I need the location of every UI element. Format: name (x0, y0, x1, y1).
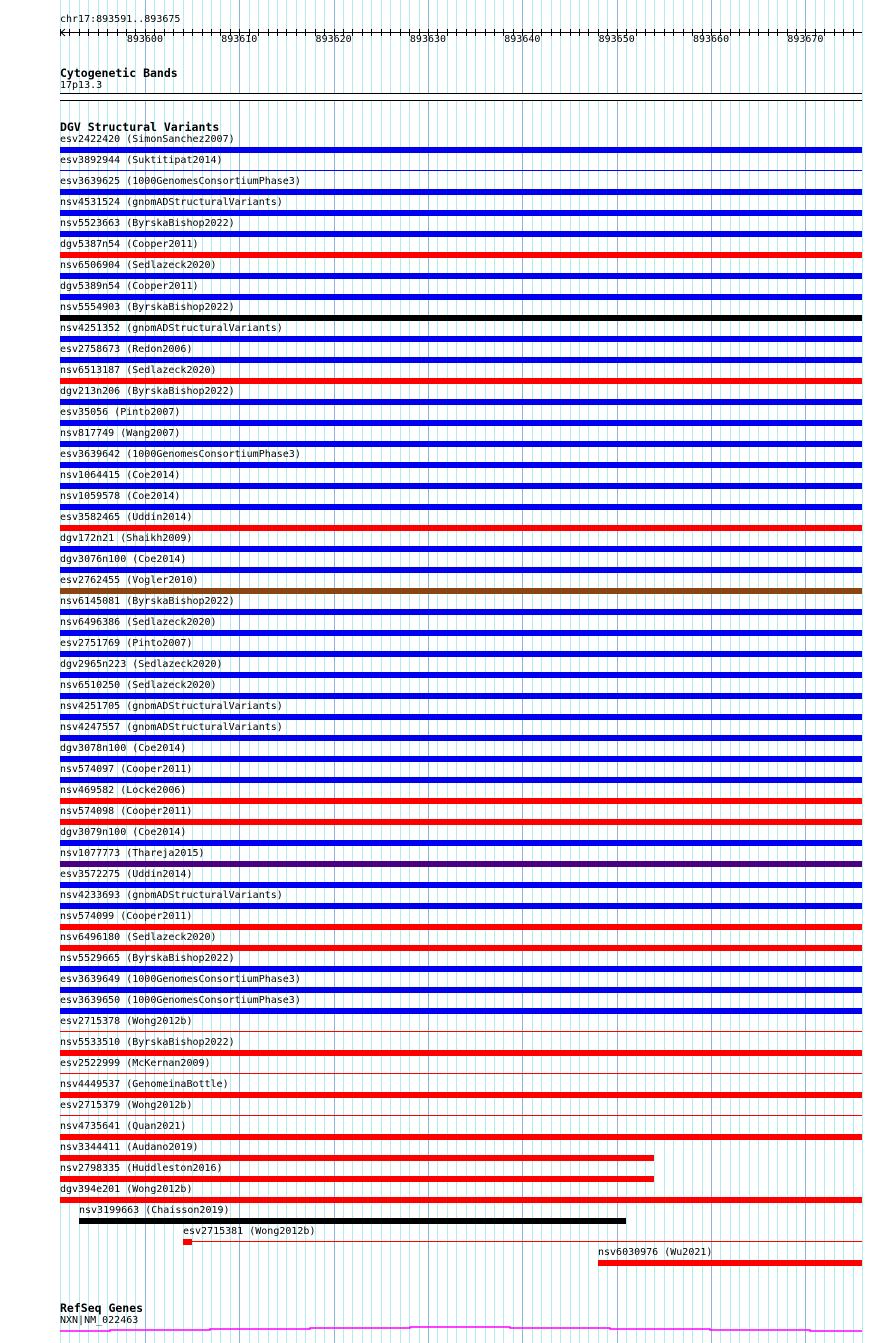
variant-id: nsv6496180 (60, 932, 121, 943)
variant-source: (ByrskaBishop2022) (120, 596, 235, 607)
variant-id: dgv3079n100 (60, 827, 127, 838)
variant-bar-nsv4531524[interactable] (60, 210, 862, 216)
variant-bar-nsv4247557[interactable] (60, 735, 862, 741)
variant-label (60, 575, 199, 587)
variant-bar-nsv817749[interactable] (60, 441, 862, 447)
variant-label (60, 491, 180, 503)
variant-bar-dgv172n21[interactable] (60, 546, 862, 552)
variant-source: (McKernan2009) (120, 1058, 211, 1069)
variant-id: dgv5389n54 (60, 281, 121, 292)
variant-id: esv3639642 (60, 449, 121, 460)
variant-bar-esv3639650[interactable] (60, 1008, 862, 1014)
variant-id: esv3639625 (60, 176, 121, 187)
variant-bar-dgv3079n100[interactable] (60, 840, 862, 846)
variant-source: (gnomADStructuralVariants) (120, 323, 283, 334)
variant-id: dgv2965n223 (60, 659, 127, 670)
variant-bar-nsv6506904[interactable] (60, 273, 862, 279)
variant-id: nsv4449537 (60, 1079, 121, 1090)
variant-bar-nsv5523663[interactable] (60, 231, 862, 237)
variant-source: (ByrskaBishop2022) (120, 218, 235, 229)
variant-source: (Wong2012b) (120, 1100, 193, 1111)
variant-label (60, 1079, 229, 1091)
variant-source: (Uddin2014) (120, 512, 193, 523)
variant-source: (Coe2014) (126, 743, 187, 754)
variant-id: nsv6145081 (60, 596, 121, 607)
variant-bar-nsv6496180[interactable] (60, 945, 862, 951)
variant-label (60, 365, 217, 377)
variant-label (60, 722, 283, 734)
variant-label (60, 827, 186, 839)
variant-bar-esv3639649[interactable] (60, 987, 862, 993)
variant-bar-nsv2798335[interactable] (60, 1176, 654, 1182)
variant-label (60, 869, 192, 881)
variant-source: (Huddleston2016) (120, 1163, 223, 1174)
variant-label (60, 680, 217, 692)
variant-label (60, 533, 192, 545)
variant-label (60, 1016, 192, 1028)
variant-bar-esv3639625[interactable] (60, 189, 862, 195)
variant-label (60, 1184, 192, 1196)
variant-label (60, 134, 235, 146)
refseq-gene-label: NXN|NM_022463 (60, 1315, 139, 1326)
variant-bar-nsv1077773[interactable] (60, 861, 862, 867)
variant-id: nsv3199663 (79, 1205, 140, 1216)
variant-id: esv2715378 (60, 1016, 121, 1027)
variant-source: (Quan2021) (120, 1121, 187, 1132)
variant-id: dgv172n21 (60, 533, 115, 544)
variant-source: (Cooper2011) (114, 806, 193, 817)
variant-source: (Audano2019) (120, 1142, 199, 1153)
variant-id: nsv4735641 (60, 1121, 121, 1132)
variant-source: (Wu2021) (658, 1247, 713, 1258)
variant-source: (Suktitipat2014) (120, 155, 223, 166)
variant-source: (Wang2007) (114, 428, 181, 439)
variant-id: dgv3076n100 (60, 554, 127, 565)
variant-label (60, 218, 235, 230)
variant-id: nsv5533510 (60, 1037, 121, 1048)
variant-bar-esv2422420[interactable] (60, 147, 862, 153)
variant-id: nsv4251352 (60, 323, 121, 334)
variant-label (598, 1247, 712, 1259)
variant-label (60, 155, 223, 167)
variant-id: nsv6496386 (60, 617, 121, 628)
variant-bar-esv2715379[interactable] (60, 1115, 862, 1116)
variant-id: nsv4531524 (60, 197, 121, 208)
ruler-tick-label: 893630 (409, 34, 447, 45)
cytoband-track-title: Cytogenetic Bands (60, 66, 178, 80)
variant-label (60, 764, 192, 776)
variant-source: (ByrskaBishop2022) (120, 386, 235, 397)
variant-label (60, 239, 199, 251)
variant-bar-nsv1059578[interactable] (60, 504, 862, 510)
cytoband-label: 17p13.3 (60, 80, 103, 91)
variant-label (60, 176, 301, 188)
variant-source: (Pinto2007) (108, 407, 181, 418)
variant-bar-esv2758673[interactable] (60, 357, 862, 363)
variant-source: (Wong2012b) (120, 1184, 193, 1195)
variant-label (60, 743, 186, 755)
variant-source: (Thareja2015) (120, 848, 205, 859)
variant-label (60, 1058, 211, 1070)
variant-id: esv2715379 (60, 1100, 121, 1111)
variant-source: (1000GenomesConsortiumPhase3) (120, 995, 301, 1006)
variant-label (60, 701, 283, 713)
variant-label (60, 659, 223, 671)
variant-source: (Pinto2007) (120, 638, 193, 649)
variant-label (60, 260, 217, 272)
variant-source: (Sedlazeck2020) (120, 932, 217, 943)
variant-source: (ByrskaBishop2022) (120, 953, 235, 964)
variant-id: nsv817749 (60, 428, 115, 439)
ruler-tick-label: 893650 (598, 34, 635, 45)
variant-source: (1000GenomesConsortiumPhase3) (120, 449, 301, 460)
variant-id: esv3639649 (60, 974, 121, 985)
variant-source: (GenomeinaBottle) (120, 1079, 229, 1090)
variant-label (60, 617, 217, 629)
variant-source: (Shaikh2009) (114, 533, 193, 544)
variant-source: (Coe2014) (126, 554, 187, 565)
variant-source: (Coe2014) (126, 827, 187, 838)
variant-label (60, 554, 186, 566)
variant-label (60, 1142, 199, 1154)
variant-bar-nsv5529665[interactable] (60, 966, 862, 972)
variant-bar-esv2715378[interactable] (60, 1031, 862, 1032)
variant-source: (ByrskaBishop2022) (120, 302, 235, 313)
variant-label (60, 953, 235, 965)
variant-label (60, 974, 301, 986)
ruler-tick-label: 893620 (315, 34, 352, 45)
variant-label (60, 470, 180, 482)
variant-id: dgv3078n100 (60, 743, 127, 754)
variant-bar-dgv5387n54[interactable] (60, 252, 862, 258)
variant-bar-esv3639642[interactable] (60, 462, 862, 468)
variant-label (60, 1163, 223, 1175)
variant-id: nsv6513187 (60, 365, 121, 376)
variant-id: esv3892944 (60, 155, 121, 166)
location-label: chr17:893591..893675 (60, 14, 181, 25)
variant-bar-dgv213n206[interactable] (60, 399, 862, 405)
dgv-track-title: DGV Structural Variants (60, 120, 220, 134)
variant-label (60, 323, 283, 335)
variant-source: (Sedlazeck2020) (126, 659, 223, 670)
variant-id: nsv4251705 (60, 701, 121, 712)
variant-source: (ByrskaBishop2022) (120, 1037, 235, 1048)
refseq-gene-NXN[interactable] (0, 1320, 890, 1340)
variant-bar-esv2522999[interactable] (60, 1073, 862, 1074)
variant-label (60, 386, 235, 398)
variant-id: esv2762455 (60, 575, 121, 586)
variant-id: nsv1059578 (60, 491, 121, 502)
variant-line-esv2715381[interactable] (192, 1241, 862, 1242)
variant-source: (Sedlazeck2020) (120, 365, 217, 376)
variant-bar-nsv4251705[interactable] (60, 714, 862, 720)
variant-bar-esv2762455[interactable] (60, 588, 862, 594)
variant-bar-nsv5554903[interactable] (60, 315, 862, 321)
variant-bar-nsv4251352[interactable] (60, 336, 862, 342)
variant-bar-esv3892944[interactable] (60, 170, 862, 171)
variant-source: (Vogler2010) (120, 575, 199, 586)
variant-label (60, 848, 205, 860)
variant-bar-nsv5533510[interactable] (60, 1050, 862, 1056)
variant-id: nsv1064415 (60, 470, 121, 481)
variant-source: (1000GenomesConsortiumPhase3) (120, 176, 301, 187)
variant-id: esv2751769 (60, 638, 121, 649)
variant-id: esv2522999 (60, 1058, 121, 1069)
variant-source: (Cooper2011) (120, 281, 199, 292)
ruler-tick-label: 893610 (221, 34, 258, 45)
variant-id: dgv213n206 (60, 386, 121, 397)
variant-label (60, 512, 192, 524)
variant-source: (Wong2012b) (243, 1226, 316, 1237)
variant-label (60, 596, 235, 608)
variant-id: esv3639650 (60, 995, 121, 1006)
variant-id: nsv4233693 (60, 890, 121, 901)
variant-label (60, 1037, 235, 1049)
variant-bar-nsv1064415[interactable] (60, 483, 862, 489)
variant-source: (gnomADStructuralVariants) (120, 197, 283, 208)
variant-id: nsv4247557 (60, 722, 121, 733)
variant-label (60, 995, 301, 1007)
variant-label (79, 1205, 230, 1217)
variant-label (60, 638, 192, 650)
variant-bar-nsv4449537[interactable] (60, 1092, 862, 1098)
variant-bar-nsv574098[interactable] (60, 819, 862, 825)
variant-id: esv3582465 (60, 512, 121, 523)
variant-source: (Cooper2011) (114, 911, 193, 922)
variant-id: nsv6030976 (598, 1247, 659, 1258)
variant-source: (Uddin2014) (120, 869, 193, 880)
variant-bar-nsv3199663[interactable] (79, 1218, 626, 1224)
variant-id: esv35056 (60, 407, 109, 418)
variant-bar-esv3582465[interactable] (60, 525, 862, 531)
variant-label (183, 1226, 315, 1238)
variant-source: (Chaisson2019) (139, 1205, 230, 1216)
ruler-tick-label: 893660 (692, 34, 730, 45)
variant-label (60, 890, 283, 902)
variant-id: nsv3344411 (60, 1142, 121, 1153)
variant-source: (Coe2014) (120, 470, 181, 481)
variant-id: nsv469582 (60, 785, 115, 796)
variant-source: (gnomADStructuralVariants) (120, 890, 283, 901)
variant-bar-nsv6030976[interactable] (598, 1260, 862, 1266)
variant-source: (Cooper2011) (114, 764, 193, 775)
variant-source: (gnomADStructuralVariants) (120, 722, 283, 733)
variant-bar-esv2751769[interactable] (60, 651, 862, 657)
ruler-tick-label: 893670 (787, 34, 824, 45)
variant-id: nsv574098 (60, 806, 115, 817)
variant-bar-nsv4233693[interactable] (60, 903, 862, 909)
variant-source: (1000GenomesConsortiumPhase3) (120, 974, 301, 985)
variant-id: nsv2798335 (60, 1163, 121, 1174)
variant-bar-dgv3078n100[interactable] (60, 756, 862, 762)
variant-bar-dgv3076n100[interactable] (60, 567, 862, 573)
variant-source: (Locke2006) (114, 785, 187, 796)
variant-id: nsv6506904 (60, 260, 121, 271)
refseq-track-title: RefSeq Genes (60, 1301, 144, 1315)
variant-bar-dgv394e201[interactable] (60, 1197, 862, 1203)
variant-label (60, 407, 180, 419)
variant-id: esv2422420 (60, 134, 121, 145)
variant-bar-nsv6510250[interactable] (60, 693, 862, 699)
variant-source: (Sedlazeck2020) (120, 680, 217, 691)
variant-id: esv2758673 (60, 344, 121, 355)
variant-label (60, 428, 180, 440)
cytoband-17p13-3[interactable] (60, 93, 862, 101)
variant-source: (SimonSanchez2007) (120, 134, 235, 145)
variant-bar-nsv6513187[interactable] (60, 378, 862, 384)
variant-label (60, 344, 192, 356)
variant-label (60, 806, 192, 818)
ruler-tick-label: 893600 (126, 34, 163, 45)
variant-label (60, 302, 235, 314)
variant-id: nsv574099 (60, 911, 115, 922)
variant-bar-esv35056[interactable] (60, 420, 862, 426)
variant-label (60, 1121, 186, 1133)
variant-bar-nsv6145081[interactable] (60, 609, 862, 615)
variant-bar-nsv574097[interactable] (60, 777, 862, 783)
variant-id: nsv5554903 (60, 302, 121, 313)
variant-bar-nsv3344411[interactable] (60, 1155, 654, 1161)
variant-id: esv3572275 (60, 869, 121, 880)
variant-label (60, 785, 186, 797)
variant-bar-nsv574099[interactable] (60, 924, 862, 930)
variant-source: (Sedlazeck2020) (120, 617, 217, 628)
variant-id: nsv6510250 (60, 680, 121, 691)
variant-label (60, 449, 301, 461)
variant-bar-dgv5389n54[interactable] (60, 294, 862, 300)
variant-source: (Sedlazeck2020) (120, 260, 217, 271)
variant-source: (Wong2012b) (120, 1016, 193, 1027)
variant-id: dgv394e201 (60, 1184, 121, 1195)
variant-id: dgv5387n54 (60, 239, 121, 250)
variant-label (60, 197, 283, 209)
variant-block-esv2715381[interactable] (183, 1239, 192, 1245)
ruler-tick-label: 893640 (504, 34, 541, 45)
variant-label (60, 932, 217, 944)
variant-bar-dgv2965n223[interactable] (60, 672, 862, 678)
variant-bar-nsv6496386[interactable] (60, 630, 862, 636)
variant-id: nsv574097 (60, 764, 115, 775)
variant-source: (gnomADStructuralVariants) (120, 701, 283, 712)
variant-bar-nsv4735641[interactable] (60, 1134, 862, 1140)
variant-source: (Redon2006) (120, 344, 193, 355)
variant-id: nsv5529665 (60, 953, 121, 964)
variant-id: esv2715381 (183, 1226, 244, 1237)
variant-bar-esv3572275[interactable] (60, 882, 862, 888)
variant-label (60, 911, 192, 923)
variant-id: nsv1077773 (60, 848, 121, 859)
variant-label (60, 281, 199, 293)
variant-source: (Coe2014) (120, 491, 181, 502)
variant-label (60, 1100, 192, 1112)
variant-source: (Cooper2011) (120, 239, 199, 250)
variant-id: nsv5523663 (60, 218, 121, 229)
variant-bar-nsv469582[interactable] (60, 798, 862, 804)
